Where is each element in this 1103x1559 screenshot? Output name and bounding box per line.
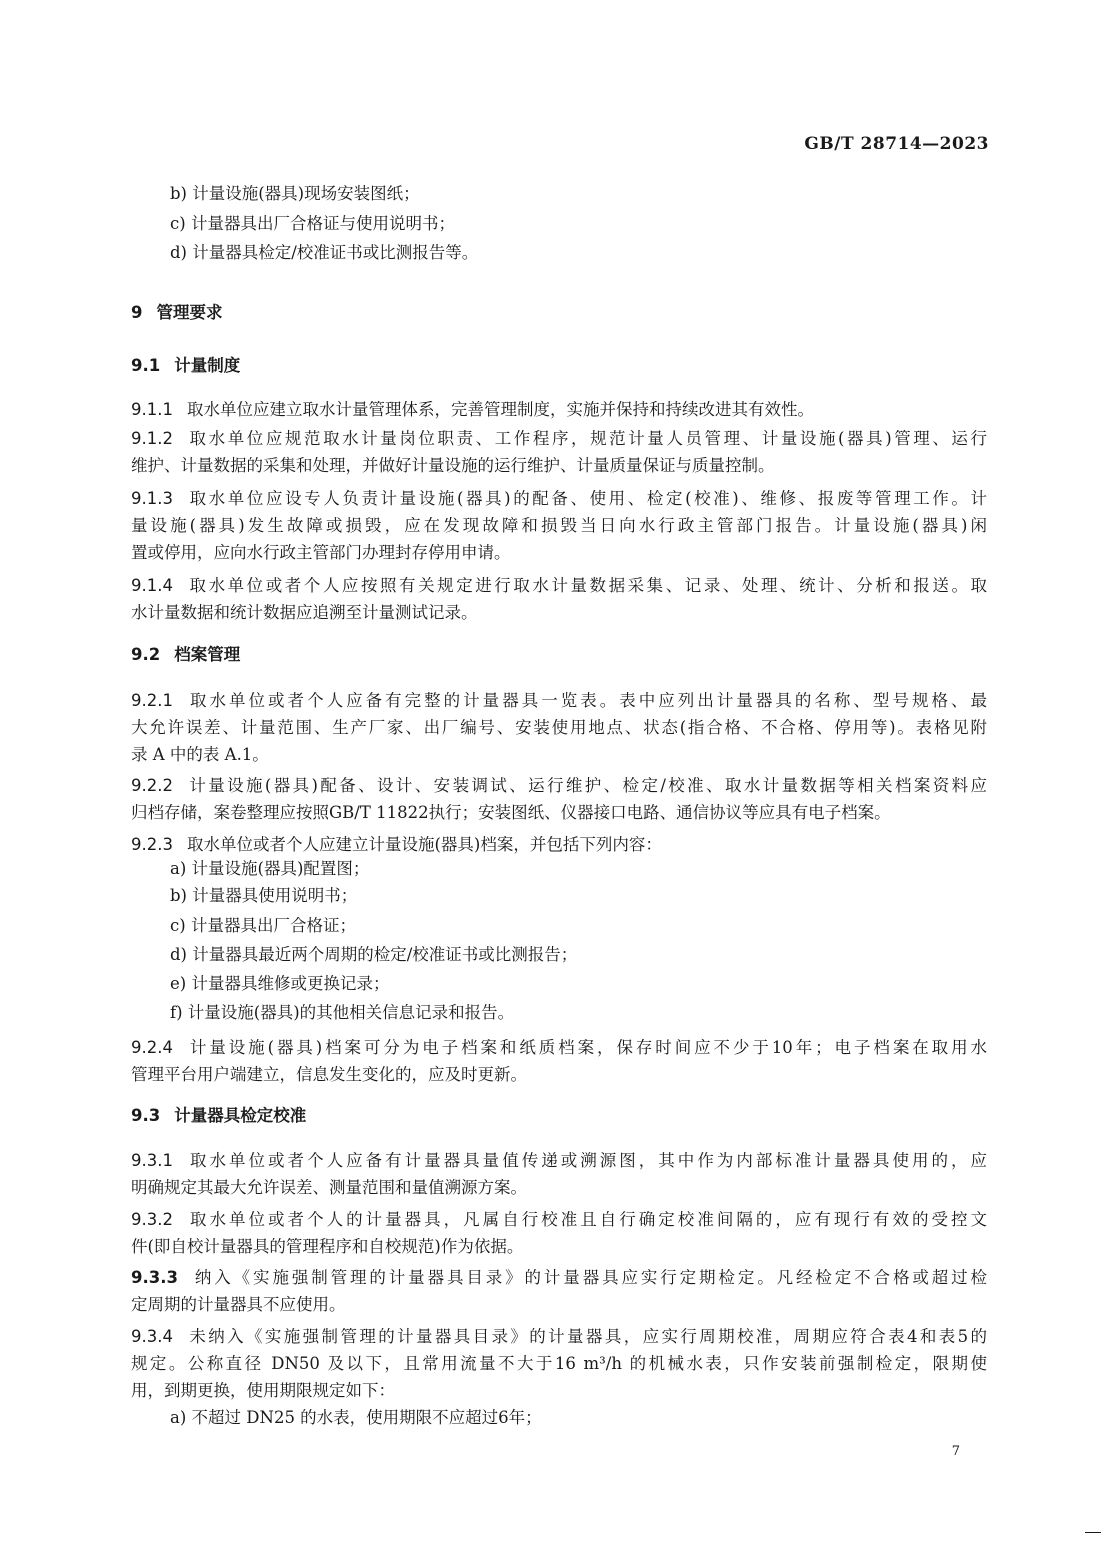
paragraph-line	[131, 398, 987, 422]
subsection-heading	[131, 1104, 987, 1128]
list-label: a)	[170, 1408, 187, 1427]
subsection-heading	[131, 354, 987, 378]
clause-number: 9.2.1	[131, 691, 173, 710]
list-item	[170, 884, 1026, 908]
paragraph-line	[131, 1149, 987, 1173]
list-label: c)	[170, 916, 186, 935]
list-item	[170, 857, 1026, 881]
clause-text: 取水单位或者个人应备有完整的计量器具一览表。表中应列出计量器具的名称、型号规格、最	[186, 691, 987, 710]
paragraph-line	[131, 487, 987, 511]
paragraph-line	[131, 574, 987, 598]
paragraph-line: 件(即自校计量器具的管理程序和自校规范)作为依据。	[131, 1237, 524, 1256]
list-item	[170, 182, 1026, 206]
list-text: 计量器具维修或更换记录；	[191, 974, 390, 993]
document-id: GB/T 28714—2023	[804, 134, 989, 154]
clause-text: 取水单位应设专人负责计量设施(器具)的配备、使用、检定(校准)、维修、报废等管理工作。计	[186, 489, 987, 508]
clause-text: 未纳入《实施强制管理的计量器具目录》的计量器具，应实行周期校准，周期应符合表4和表5的	[186, 1327, 987, 1346]
list-item	[170, 241, 1026, 265]
list-item	[170, 212, 1026, 236]
list-text: 不超过 DN25 的水表，使用期限不应超过6年；	[191, 1408, 542, 1427]
paragraph-line: 管理平台用户端建立，信息发生变化的，应及时更新。	[131, 1065, 527, 1084]
clause-text: 取水单位或者个人的计量器具，凡属自行校准且自行确定校准间隔的，应有现行有效的受控文	[186, 1210, 987, 1229]
clause-text: 计量设施(器具)档案可分为电子档案和纸质档案，保存时间应不少于10年；电子档案在取用水	[186, 1038, 987, 1057]
paragraph-line: 规定。公称直径 DN50 及以下，且常用流量不大于16 m³/h 的机械水表，只作安装前强制检定，限期使	[131, 1354, 987, 1373]
list-text: 计量设施(器具)的其他相关信息记录和报告。	[187, 1003, 515, 1022]
paragraph-line: 置或停用，应向水行政主管部门办理封存停用申请。	[131, 543, 511, 562]
subsection-title: 计量制度	[174, 356, 241, 375]
list-item	[170, 1001, 1026, 1025]
list-item	[170, 972, 1026, 996]
clause-text: 取水单位应规范取水计量岗位职责、工作程序，规范计量人员管理、计量设施(器具)管理、运行	[186, 429, 987, 448]
subsection-title: 档案管理	[174, 645, 241, 664]
list-text: 计量设施(器具)现场安装图纸；	[192, 184, 420, 203]
paragraph-line: 明确规定其最大允许误差、测量范围和量值溯源方案。	[131, 1178, 527, 1197]
list-label: b)	[170, 184, 187, 203]
paragraph-line: 用，到期更换，使用期限规定如下：	[131, 1381, 395, 1400]
subsection-number: 9.3	[131, 1106, 161, 1125]
clause-number: 9.2.4	[131, 1038, 173, 1057]
list-item	[170, 1406, 1026, 1430]
list-text: 计量器具检定/校准证书或比测报告等。	[192, 243, 479, 262]
list-item	[170, 914, 1026, 938]
clause-text: 取水单位或者个人应按照有关规定进行取水计量数据采集、记录、处理、统计、分析和报送。取	[186, 576, 987, 595]
clause-text: 计量设施(器具)配备、设计、安装调试、运行维护、检定/校准、取水计量数据等相关档案资料应	[186, 776, 987, 795]
paragraph-line	[131, 689, 987, 713]
clause-number: 9.3.1	[131, 1151, 173, 1170]
paragraph-line: 维护、计量数据的采集和处理，并做好计量设施的运行维护、计量质量保证与质量控制。	[131, 456, 775, 475]
paragraph-line	[131, 1208, 987, 1232]
list-text: 计量器具出厂合格证与使用说明书；	[190, 214, 455, 233]
paragraph-line: 大允许误差、计量范围、生产厂家、出厂编号、安装使用地点、状态(指合格、不合格、停用等)。表格见附	[131, 718, 987, 737]
section-title: 管理要求	[156, 303, 223, 322]
paragraph-line: 归档存储，案卷整理应按照GB/T 11822执行；安装图纸、仪器接口电路、通信协议等应具有电子档案。	[131, 803, 891, 822]
clause-number: 9.1.1	[131, 400, 173, 419]
list-label: d)	[170, 243, 187, 262]
edge-mark	[1085, 1532, 1101, 1533]
list-text: 计量器具出厂合格证；	[190, 916, 356, 935]
paragraph-line	[131, 774, 987, 798]
list-label: b)	[170, 886, 187, 905]
clause-number: 9.1.4	[131, 576, 173, 595]
list-text: 计量设施(器具)配置图；	[191, 859, 370, 878]
paragraph-line	[131, 1325, 987, 1349]
clause-number: 9.3.2	[131, 1210, 173, 1229]
page-number: 7	[951, 1444, 960, 1459]
clause-number: 9.1.2	[131, 429, 173, 448]
clause-number: 9.2.2	[131, 776, 173, 795]
list-label: d)	[170, 945, 187, 964]
list-label: a)	[170, 859, 187, 878]
list-text: 计量器具最近两个周期的检定/校准证书或比测报告；	[192, 945, 578, 964]
section-number: 9	[131, 303, 143, 322]
list-label: e)	[170, 974, 187, 993]
subsection-number: 9.2	[131, 645, 161, 664]
clause-number: 9.2.3	[131, 835, 173, 854]
paragraph-line: 定周期的计量器具不应使用。	[131, 1295, 346, 1314]
clause-text: 取水单位应建立取水计量管理体系，完善管理制度，实施并保持和持续改进其有效性。	[186, 400, 814, 419]
clause-text: 纳入《实施强制管理的计量器具目录》的计量器具应实行定期检定。凡经检定不合格或超过检	[191, 1268, 987, 1287]
subsection-number: 9.1	[131, 356, 161, 375]
paragraph-line: 量设施(器具)发生故障或损毁，应在发现故障和损毁当日向水行政主管部门报告。计量设施(器具)闲	[131, 516, 987, 535]
paragraph-line	[131, 1036, 987, 1060]
paragraph-line: 录 A 中的表 A.1。	[131, 745, 269, 764]
list-label: c)	[170, 214, 186, 233]
clause-number: 9.3.3	[131, 1268, 178, 1287]
list-text: 计量器具使用说明书；	[192, 886, 358, 905]
paragraph-line	[131, 833, 987, 857]
paragraph-line	[131, 1266, 987, 1290]
list-item	[170, 943, 1026, 967]
subsection-title: 计量器具检定校准	[174, 1106, 307, 1125]
list-label: f)	[170, 1003, 183, 1022]
paragraph-line: 水计量数据和统计数据应追溯至计量测试记录。	[131, 603, 478, 622]
subsection-heading	[131, 643, 987, 667]
clause-text: 取水单位或者个人应建立计量设施(器具)档案，并包括下列内容：	[186, 835, 662, 854]
paragraph-line	[131, 427, 987, 451]
clause-number: 9.3.4	[131, 1327, 173, 1346]
clause-number: 9.1.3	[131, 489, 173, 508]
clause-text: 取水单位或者个人应备有计量器具量值传递或溯源图，其中作为内部标准计量器具使用的，应	[186, 1151, 987, 1170]
section-heading	[131, 301, 987, 325]
